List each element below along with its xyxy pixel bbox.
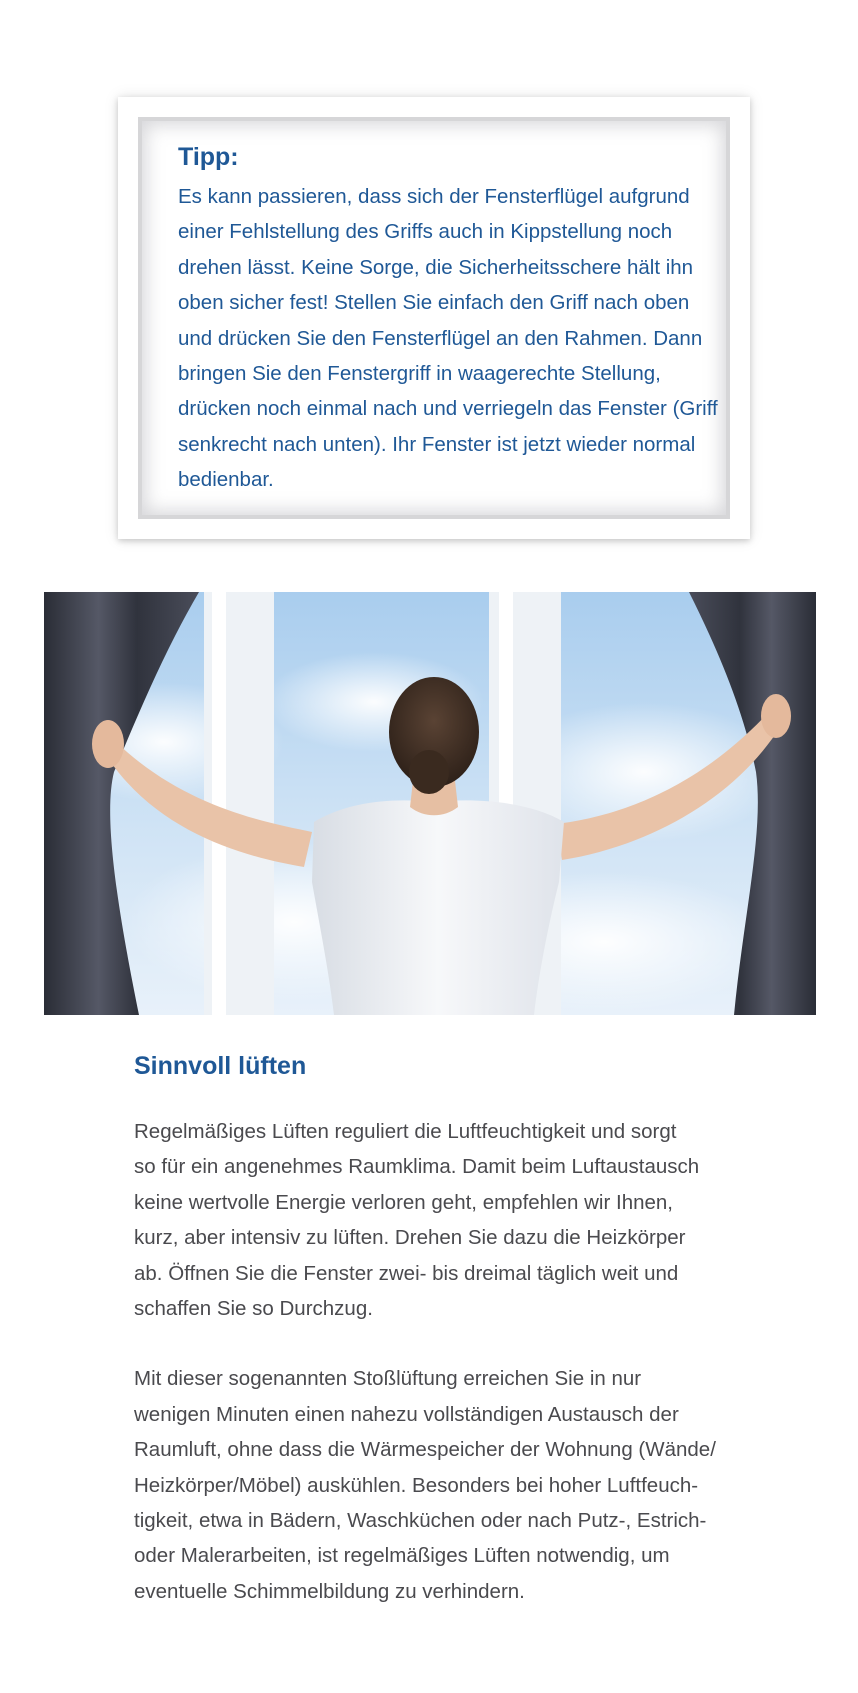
tip-frame [138, 117, 730, 519]
tip-box [118, 97, 750, 539]
paragraph-2: Mit dieser sogenannten Stoßlüftung erreichen Sie in nur wenigen Minuten einen nahezu vollständigen Austausch der Raumluft, ohne dass die Wärmespeicher der Wohnung (Wände/ Heizkörper/Möbel) auskühlen. Besonders bei hoher Luftfeuch- tigkeit, etwa in Bädern, Waschküchen oder nach Putz-, Estrich- oder Malerarbeiten, ist regelmäßiges Lüften notwendig, um eventuelle Schimmelbildung zu verhindern. [134, 1367, 716, 1603]
tip-text: Es kann passieren, dass sich der Fensterflügel aufgrund einer Fehlstellung des Griffs auch in Kippstellung noch drehen lässt. Keine Sorge, die Sicherheitsschere hält ihn oben sicher fest! Stellen Sie einfach den Griff nach oben und drücken Sie den Fensterflügel an den Rahmen. Dann bringen Sie den Fenstergriff in waagerechte Stellung, drücken noch einmal nach und verriegeln das Fenster (Griff senkrecht nach unten). Ihr Fenster ist jetzt wieder normal bedienbar. [178, 185, 718, 492]
tip-title: Tipp: [178, 143, 239, 171]
tip-content [178, 141, 718, 498]
section-title: Sinnvoll lüften [134, 1052, 307, 1080]
woman-opening-curtains-photo [44, 592, 816, 1015]
article [134, 1050, 754, 1644]
paragraph-1: Regelmäßiges Lüften reguliert die Luftfeuchtigkeit und sorgt so für ein angenehmes Raumklima. Damit beim Luftaustausch keine wertvolle Energie verloren geht, empfehlen wir Ihnen, kurz, aber intensiv zu lüften. Drehen Sie dazu die Heizkörper ab. Öffnen Sie die Fenster zwei- bis dreimal täglich weit und schaffen Sie so Durchzug. [134, 1120, 700, 1321]
